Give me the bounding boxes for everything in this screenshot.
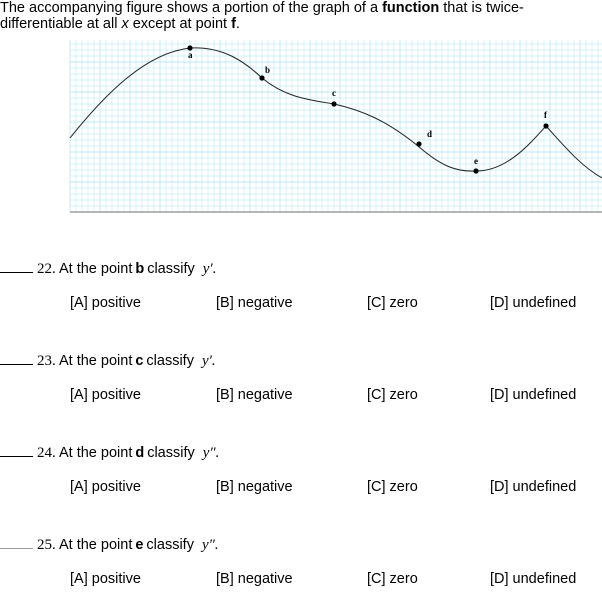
question-verb: classify	[146, 353, 194, 369]
label-d: d	[427, 129, 433, 139]
choice-25-a[interactable]: [A] positive	[70, 571, 141, 587]
question-prefix: At the point	[58, 353, 133, 369]
graph-svg	[66, 38, 602, 216]
choice-23-d[interactable]: [D] undefined	[490, 387, 577, 403]
label-c: c	[332, 88, 336, 98]
question-point: e	[135, 537, 144, 553]
question-prefix: At the point	[58, 445, 133, 461]
label-a: a	[188, 50, 193, 60]
point-f	[543, 123, 548, 128]
intro-text-1: The accompanying figure shows a portion of the graph of a	[0, 0, 383, 16]
choice-24-d[interactable]: [D] undefined	[490, 479, 577, 495]
question-24	[0, 442, 219, 462]
intro-text-3: except at point	[128, 16, 232, 32]
question-expression: y″.	[201, 537, 219, 553]
choice-24-c[interactable]: [C] zero	[367, 479, 418, 495]
choice-25-d[interactable]: [D] undefined	[490, 571, 577, 587]
label-e: e	[474, 156, 478, 166]
graph-grid	[70, 40, 602, 212]
intro-bold-function: function	[382, 0, 440, 16]
answer-blank-25[interactable]	[0, 534, 33, 549]
choice-24-b[interactable]: [B] negative	[216, 479, 293, 495]
choice-23-c[interactable]: [C] zero	[367, 387, 418, 403]
question-prefix: At the point	[58, 537, 133, 553]
answer-blank-23[interactable]	[0, 350, 33, 365]
choice-25-b[interactable]: [B] negative	[216, 571, 293, 587]
question-point: d	[135, 445, 145, 461]
answer-blank-22[interactable]	[0, 258, 33, 273]
function-graph-figure	[66, 38, 602, 216]
question-verb: classify	[147, 261, 195, 277]
question-point: b	[135, 261, 145, 277]
intro-var-x: x	[121, 16, 129, 32]
question-expression: y′.	[201, 353, 216, 369]
function-curve	[70, 48, 602, 178]
choice-22-a[interactable]: [A] positive	[70, 295, 141, 311]
question-22	[0, 258, 216, 278]
problem-intro	[0, 0, 600, 32]
point-c	[331, 101, 336, 106]
choice-23-b[interactable]: [B] negative	[216, 387, 293, 403]
label-b: b	[265, 65, 271, 75]
intro-text-2: that is twice-differentiable at all	[0, 0, 524, 32]
choice-22-b[interactable]: [B] negative	[216, 295, 293, 311]
choice-22-c[interactable]: [C] zero	[367, 295, 418, 311]
choice-24-a[interactable]: [A] positive	[70, 479, 141, 495]
choice-25-c[interactable]: [C] zero	[367, 571, 418, 587]
point-e	[473, 168, 478, 173]
point-d	[416, 141, 421, 146]
label-f: f	[544, 110, 547, 120]
question-expression: y″.	[202, 445, 220, 461]
question-verb: classify	[146, 537, 194, 553]
question-prefix: At the point	[58, 261, 133, 277]
point-b	[259, 75, 264, 80]
question-point: c	[135, 353, 144, 369]
question-expression: y′.	[202, 261, 217, 277]
answer-blank-24[interactable]	[0, 442, 33, 457]
intro-point-f: f	[231, 16, 236, 32]
question-number: 25.	[37, 537, 56, 553]
question-25	[0, 534, 219, 554]
question-23	[0, 350, 216, 370]
intro-text-4: .	[235, 16, 240, 32]
question-verb: classify	[147, 445, 195, 461]
choice-23-a[interactable]: [A] positive	[70, 387, 141, 403]
question-number: 22.	[37, 261, 56, 277]
question-number: 24.	[37, 445, 56, 461]
question-number: 23.	[37, 353, 56, 369]
choice-22-d[interactable]: [D] undefined	[490, 295, 577, 311]
